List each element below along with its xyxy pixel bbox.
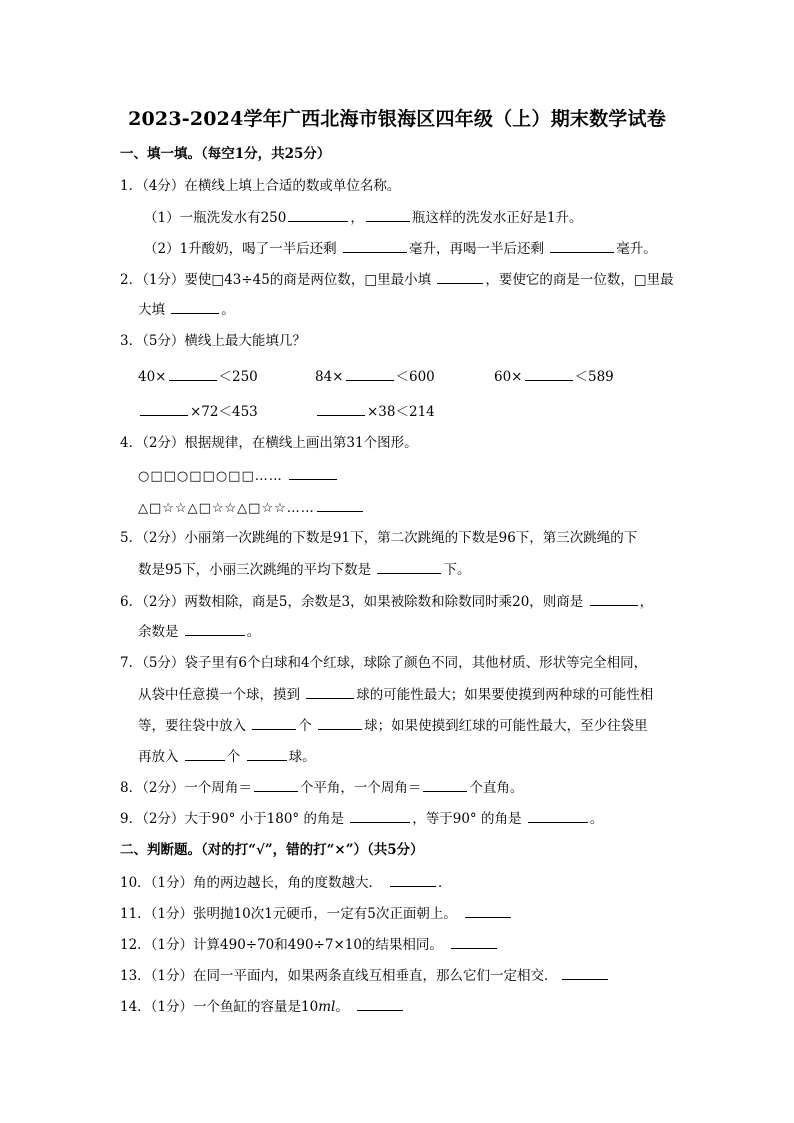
q13-line (120, 965, 610, 986)
answer-blank[interactable] (252, 715, 296, 730)
q2-l2a: 大填 (138, 302, 170, 318)
q2-line1 (120, 269, 674, 290)
q4-row1 (138, 465, 339, 487)
answer-blank[interactable] (562, 965, 608, 980)
q7-line2 (138, 684, 653, 705)
q1-s2b: 毫升，再喝一半后还剩 (408, 241, 549, 257)
answer-blank[interactable] (306, 684, 354, 699)
answer-blank[interactable] (390, 872, 436, 887)
q5-l2a: 数是95下，小丽三次跳绳的平均下数是 (138, 562, 376, 578)
shape-pattern-1: ○□□○□□○□□…… (138, 469, 283, 484)
q7-l3c: 球；如果使摸到红球的可能性最大，至少往袋里 (364, 718, 648, 734)
q1-s1a: （1）一瓶洗发水有250 (144, 210, 287, 226)
answer-blank[interactable] (169, 366, 217, 381)
q13-a: 13．（1分）在同一平面内，如果两条直线互相垂直，那么它们一定相交． (120, 968, 558, 984)
q8-b: 个平角，一个周角＝ (299, 780, 422, 796)
section-1-heading: 一、填一填。（每空1分，共25分） (120, 146, 331, 162)
q5-l2b: 下。 (443, 562, 471, 578)
answer-blank[interactable] (357, 996, 403, 1011)
q1-sub2 (144, 238, 657, 259)
q4-stem: 4．（2分）根据规律，在横线上画出第31个图形。 (120, 435, 418, 451)
q6-l2a: 余数是 (138, 624, 183, 640)
answer-blank[interactable] (317, 497, 363, 512)
answer-blank[interactable] (318, 715, 362, 730)
answer-blank[interactable] (366, 207, 410, 222)
q6-l2b: 。 (246, 624, 261, 640)
answer-blank[interactable] (343, 238, 407, 253)
answer-blank[interactable] (423, 777, 467, 792)
q7-l4c: 球。 (288, 749, 316, 765)
q9-line (120, 808, 603, 829)
q3-a2: ＜250 (218, 369, 258, 385)
q3-c (494, 366, 614, 387)
q1-s2a: （2）1升酸奶，喝了一半后还剩 (144, 241, 341, 257)
q7-l2a: 从袋中任意摸一个球，摸到 (138, 687, 305, 703)
answer-blank[interactable] (346, 366, 394, 381)
q12-a: 12．（1分）计算490÷70和490÷7×10的结果相同。 (120, 937, 443, 953)
q11-a: 11．（1分）张明抛10次1元硬币，一定有5次正面朝上。 (120, 906, 457, 922)
answer-blank[interactable] (140, 401, 188, 416)
q9-c: 。 (589, 811, 604, 827)
q6-line2 (138, 621, 260, 642)
q1-stem: 1．（4分）在横线上填上合适的数或单位名称。 (120, 178, 401, 194)
q3-a (138, 366, 258, 387)
q6-l1b: ， (639, 594, 654, 610)
q3-d (138, 401, 258, 422)
q6-l1a: 6．（2分）两数相除，商是5，余数是3，如果被除数和除数同时乘20，则商是 (120, 594, 588, 610)
q14-unit: ml (318, 999, 336, 1015)
answer-blank[interactable] (185, 621, 245, 636)
answer-blank[interactable] (377, 559, 441, 574)
q1-sub1 (144, 207, 582, 228)
q4-row2 (138, 497, 365, 519)
section-2-heading: 二、判断题。（对的打“√”，错的打“×”）（共5分） (120, 842, 424, 858)
answer-blank[interactable] (171, 299, 219, 314)
answer-blank[interactable] (254, 777, 298, 792)
q12-line (120, 934, 499, 955)
q8-c: 个直角。 (469, 780, 524, 796)
q8-a: 8．（2分）一个周角＝ (120, 780, 252, 796)
shape-pattern-2: △□☆☆△□☆☆△□☆☆…… (138, 501, 315, 516)
q14-b: 。 (335, 999, 349, 1015)
page-title: 2023-2024学年广西北海市银海区四年级（上）期末数学试卷 (128, 108, 666, 130)
q1-s2c: 毫升。 (616, 241, 657, 257)
q14-line (120, 996, 405, 1017)
q2-l1b: ，要使它的商是一位数，□里最 (485, 272, 674, 288)
answer-blank[interactable] (528, 808, 588, 823)
answer-blank[interactable] (317, 401, 365, 416)
answer-blank[interactable] (465, 903, 511, 918)
q7-l4b: 个 (226, 749, 245, 765)
q3-c1: 60× (494, 369, 523, 385)
q3-b (315, 366, 435, 387)
q10-line (120, 872, 452, 893)
q5-line1: 5．（2分）小丽第一次跳绳的下数是91下，第二次跳绳的下数是96下，第三次跳绳的下 (120, 530, 638, 546)
q3-e (315, 401, 435, 422)
q10-a: 10．（1分）角的两边越长，角的度数越大． (120, 875, 383, 891)
q3-a1: 40× (138, 369, 167, 385)
q2-l1a: 2．（1分）要使□43÷45的商是两位数，□里最小填 (120, 272, 436, 288)
q8-line (120, 777, 523, 798)
q6-line1 (120, 591, 653, 612)
answer-blank[interactable] (288, 207, 348, 222)
q7-l3b: 个 (298, 718, 317, 734)
q7-line4 (138, 746, 316, 767)
q3-c2: ＜589 (574, 369, 614, 385)
q7-line1: 7．（5分）袋子里有6个白球和4个红球，球除了颜色不同，其他材质、形状等完全相同， (120, 655, 648, 671)
q7-l4a: 再放入 (138, 749, 183, 765)
q7-l2b: 球的可能性最大；如果要使摸到两种球的可能性相 (356, 687, 654, 703)
q3-stem: 3．（5分）横线上最大能填几？ (120, 333, 306, 349)
answer-blank[interactable] (289, 465, 337, 480)
q10-b: ． (438, 875, 452, 891)
q2-line2 (138, 299, 235, 320)
q14-a: 14．（1分）一个鱼缸的容量是10 (120, 999, 319, 1015)
answer-blank[interactable] (550, 238, 614, 253)
q2-l2b: 。 (221, 302, 235, 318)
answer-blank[interactable] (437, 269, 483, 284)
q3-b2: ＜600 (395, 369, 435, 385)
q5-line2 (138, 559, 470, 580)
answer-blank[interactable] (451, 934, 497, 949)
q3-e2: ×38＜214 (367, 404, 435, 420)
q3-d2: ×72＜453 (190, 404, 258, 420)
answer-blank[interactable] (185, 746, 225, 761)
q7-line3 (138, 715, 648, 736)
q9-b: ，等于90° 的角是 (412, 811, 526, 827)
answer-blank[interactable] (590, 591, 638, 606)
answer-blank[interactable] (525, 366, 573, 381)
q7-l3a: 等，要往袋中放入 (138, 718, 251, 734)
q11-line (120, 903, 513, 924)
q1-s1c: 瓶这样的洗发水正好是1升。 (411, 210, 583, 226)
q3-b1: 84× (315, 369, 344, 385)
answer-blank[interactable] (350, 808, 410, 823)
q1-s1b: ， (350, 210, 364, 226)
answer-blank[interactable] (247, 746, 287, 761)
q9-a: 9．（2分）大于90° 小于180° 的角是 (120, 811, 349, 827)
